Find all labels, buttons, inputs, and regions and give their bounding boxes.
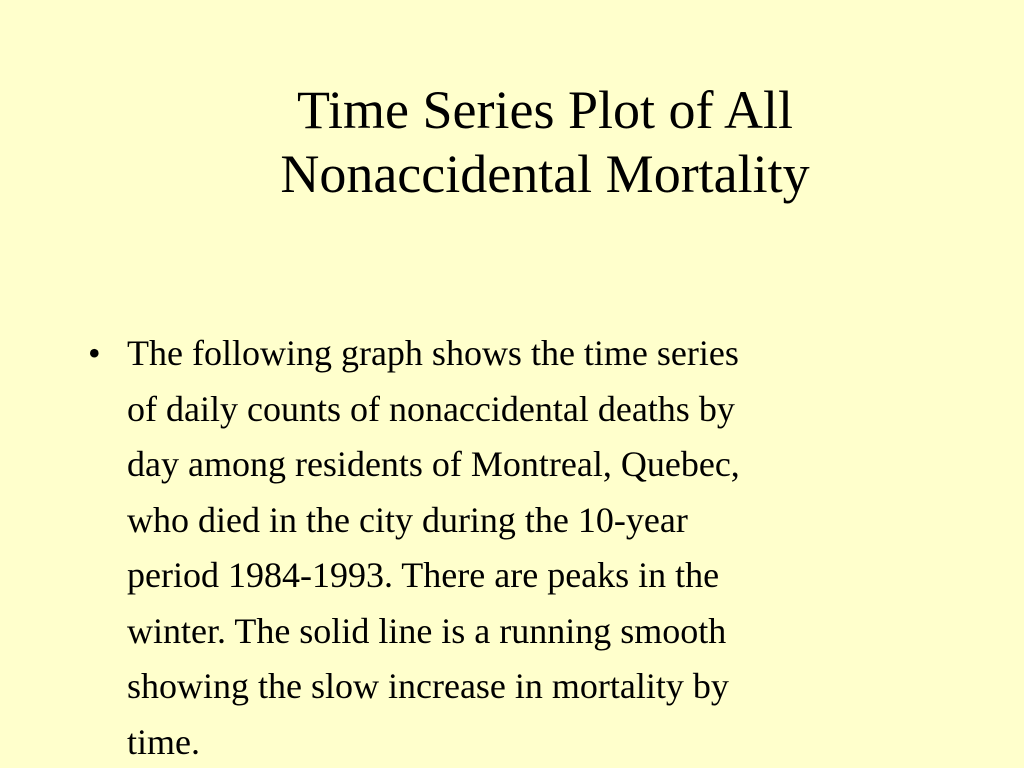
bullet-item: [88, 326, 948, 768]
title-line-2: Nonaccidental Mortality: [280, 144, 810, 204]
bullet-text-line-2: of daily counts of nonaccidental deaths by: [127, 388, 735, 429]
bullet-text-line-7: showing the slow increase in mortality by: [127, 666, 729, 706]
bullet-text-line-4: who died in the city during the 10-year: [127, 499, 688, 540]
slide-title: [150, 78, 940, 206]
bullet-text-line-8: time.: [127, 721, 200, 762]
bullet-icon: •: [88, 333, 101, 373]
slide-body: [88, 326, 948, 768]
bullet-text-line-5: period 1984-1993. There are peaks in the: [127, 555, 720, 595]
bullet-text-line-1: The following graph shows the time series: [127, 333, 739, 373]
bullet-text-line-3: day among residents of Montreal, Quebec,: [127, 444, 740, 484]
bullet-text-line-6: winter. The solid line is a running smooth: [127, 610, 727, 651]
title-line-1: Time Series Plot of All: [296, 80, 794, 140]
